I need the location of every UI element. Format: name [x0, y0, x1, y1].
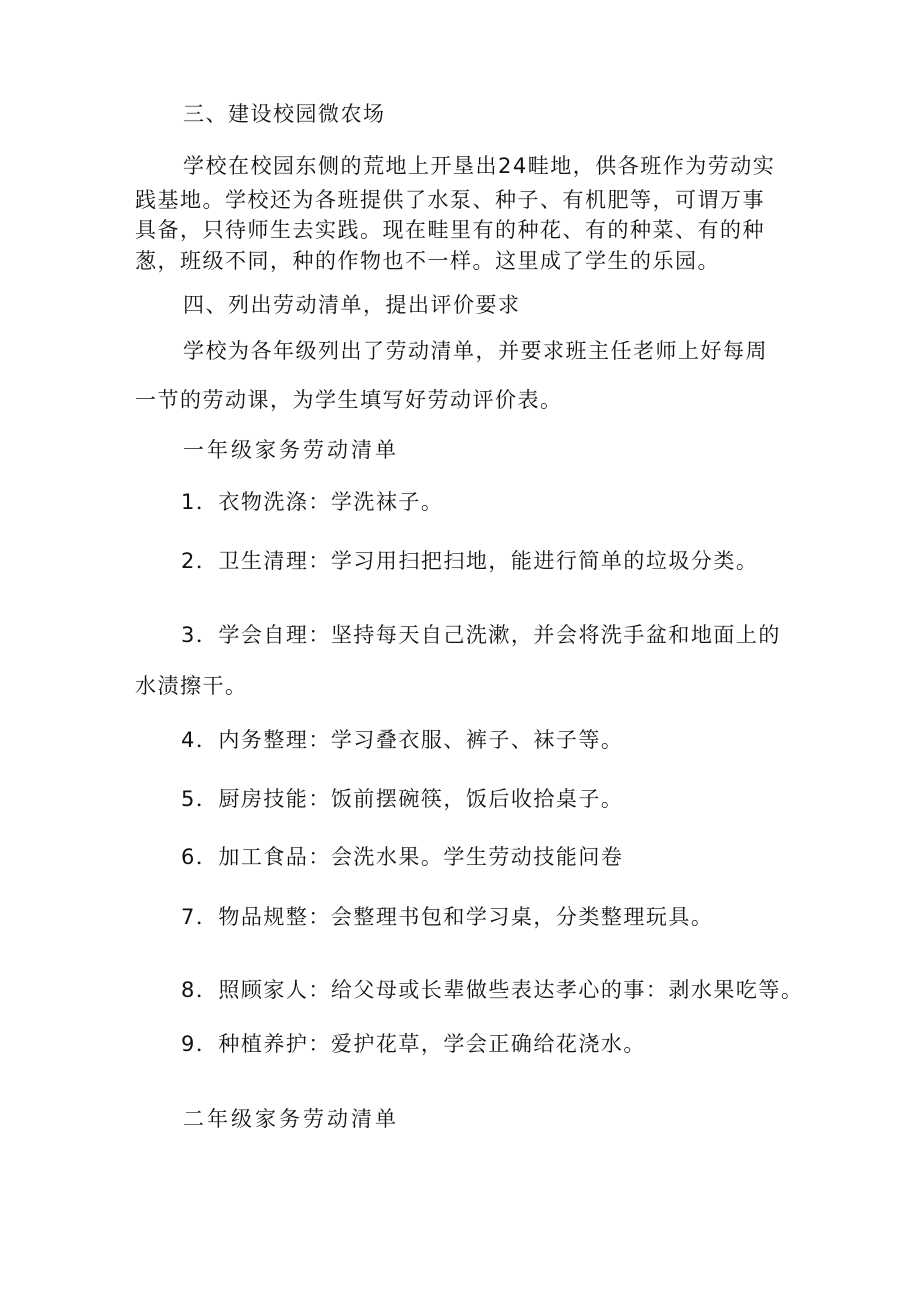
grade-2-list-title: 二年级家务劳动清单 — [183, 1107, 399, 1131]
grade-1-item-2: 2．卫生清理：学习用扫把扫地，能进行简单的垃圾分类。 — [181, 549, 759, 573]
section-4-heading: 四、列出劳动清单，提出评价要求 — [183, 293, 521, 317]
grade-1-item-1: 1．衣物洗涤：学洗袜子。 — [181, 490, 444, 514]
section-3-paragraph-line-2: 践基地。学校还为各班提供了水泵、种子、有机肥等，可谓万事 — [135, 188, 765, 212]
section-4-paragraph-line-1: 学校为各年级列出了劳动清单，并要求班主任老师上好每周 — [183, 339, 768, 363]
grade-1-item-3: 3．学会自理：坚持每天自己洗漱，并会将洗手盆和地面上的 — [181, 623, 781, 647]
section-3-paragraph-line-3: 具备，只待师生去实践。现在畦里有的种花、有的种菜、有的种 — [135, 218, 765, 242]
grade-1-item-8: 8．照顾家人：给父母或长辈做些表达孝心的事：剥水果吃等。 — [181, 978, 804, 1002]
grade-1-item-9: 9．种植养护：爱护花草，学会正确给花浇水。 — [181, 1032, 646, 1056]
grade-1-item-3-continued: 水渍擦干。 — [135, 674, 248, 698]
grade-1-item-5: 5．厨房技能：饭前摆碗筷，饭后收拾桌子。 — [181, 787, 624, 811]
grade-1-item-6: 6．加工食品：会洗水果。学生劳动技能问卷 — [181, 845, 624, 869]
section-4-paragraph-line-2: 一节的劳动课，为学生填写好劳动评价表。 — [135, 388, 563, 412]
section-3-paragraph-line-1: 学校在校园东侧的荒地上开垦出24畦地，供各班作为劳动实 — [183, 154, 776, 178]
section-3-paragraph-line-4: 葱，班级不同，种的作物也不一样。这里成了学生的乐园。 — [135, 249, 720, 273]
grade-1-item-7: 7．物品规整：会整理书包和学习桌，分类整理玩具。 — [181, 905, 714, 929]
grade-1-item-4: 4．内务整理：学习叠衣服、裤子、袜子等。 — [181, 728, 624, 752]
grade-1-list-title: 一年级家务劳动清单 — [183, 438, 399, 462]
section-3-heading: 三、建设校园微农场 — [183, 102, 386, 126]
